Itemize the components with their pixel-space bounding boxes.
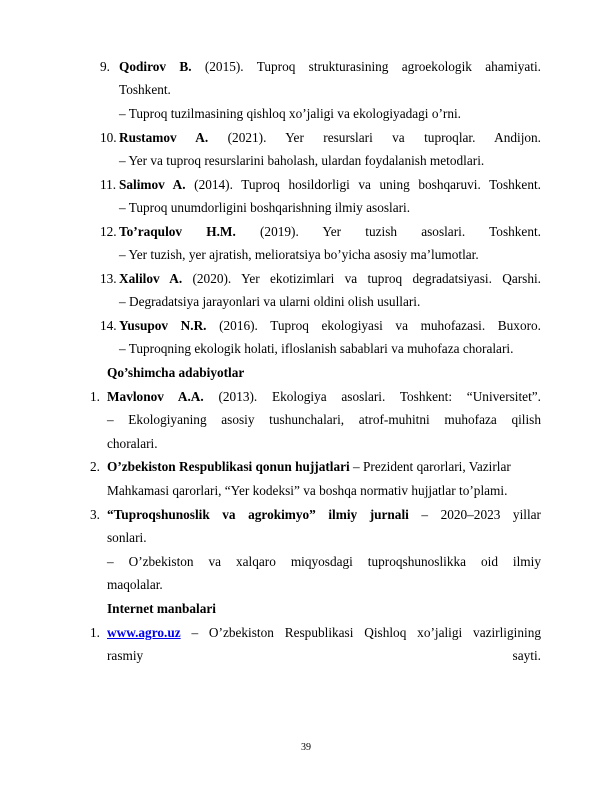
item-number: 9. [100,59,110,74]
reference-description: – Tuproq tuzilmasining qishloq xo’jaligi va ekologiyadagi o’rni. [119,106,461,121]
reference-description: choralari. [107,436,158,451]
author: Yusupov N.R. [119,318,207,333]
reference-text: (2021). Yer resurslari va tuproqlar. Andijon. [208,130,542,145]
reference-text: – O’zbekiston Respublikasi Qishloq xo’jaligi vazirligining [180,625,541,640]
author: Xalilov A. [119,271,183,286]
reference-line [119,318,541,334]
item-number: 14. [100,318,117,333]
author: O’zbekiston Respublikasi qonun hujjatlari [107,459,350,474]
reference-line [119,271,541,287]
item-number: 1. [90,625,100,640]
reference-line [119,130,541,146]
reference-line [107,459,511,475]
reference-line [119,177,541,193]
reference-text: – 2020–2023 yillar [408,507,541,522]
reference-line: Toshkent. [119,82,171,97]
item-number: 12. [100,224,117,239]
reference-description: – Yer tuzish, yer ajratish, melioratsiya bo’yicha asosiy ma’lumotlar. [119,247,479,262]
reference-description: – Yer va tuproq resurslarini baholash, ulardan foydalanish metodlari. [119,153,485,168]
reference-description: – Tuproq unumdorligini boshqarishning ilmiy asoslari. [119,200,411,215]
reference-line: sonlari. [107,530,147,545]
author: Mavlonov A.A. [107,389,204,404]
reference-text: (2020). Yer ekotizimlari va tuproq degradatsiyasi. Qarshi. [182,271,541,286]
reference-text: (2019). Yer tuzish asoslari. Toshkent. [235,224,541,239]
section-heading-internet: Internet manbalari [107,601,216,616]
author: Salimov A. [119,177,186,192]
reference-line [107,507,541,523]
reference-line [107,389,541,405]
section-heading-extra: Qo’shimcha adabiyotlar [107,365,245,380]
item-number: 3. [90,507,100,522]
reference-description: maqolalar. [107,577,163,592]
page-number: 39 [301,742,311,753]
author: “Tuproqshunoslik va agrokimyo” ilmiy jurnali [107,507,409,522]
author: Rustamov A. [119,130,209,145]
reference-line [119,59,541,75]
reference-description: – O’zbekiston va xalqaro miqyosdagi tuproqshunoslikka oid ilmiy [107,554,541,569]
reference-text: – Prezident qarorlari, Vazirlar [349,459,511,474]
reference-description: – Ekologiyaning asosiy tushunchalari, atrof-muhitni muhofaza qilish [107,412,541,427]
reference-line [107,625,541,641]
reference-text: (2013). Ekologiya asoslari. Toshkent: “Universitet”. [203,389,542,404]
reference-line: sayti. [512,648,541,663]
reference-text: (2015). Tuproq strukturasining agroekologik ahamiyati. [191,59,541,74]
website-link[interactable]: www.agro.uz [107,625,181,640]
item-number: 2. [90,459,100,474]
item-number: 11. [100,177,117,192]
reference-text: (2016). Tuproq ekologiyasi va muhofazasi. Buxoro. [206,318,541,333]
reference-text: (2014). Tuproq hosildorligi va uning boshqaruvi. Toshkent. [185,177,541,192]
author: To’raqulov H.M. [119,224,236,239]
item-number: 1. [90,389,100,404]
item-number: 10. [100,130,117,145]
reference-description: Mahkamasi qarorlari, “Yer kodeksi” va boshqa normativ hujjatlar to’plami. [107,483,508,498]
author: Qodirov B. [119,59,192,74]
reference-description: – Tuproqning ekologik holati, ifloslanish sabablari va muhofaza choralari. [119,341,514,356]
reference-line: rasmiy [107,648,144,663]
reference-description: – Degradatsiya jarayonlari va ularni oldini olish usullari. [119,294,421,309]
reference-line [119,224,541,240]
item-number: 13. [100,271,117,286]
